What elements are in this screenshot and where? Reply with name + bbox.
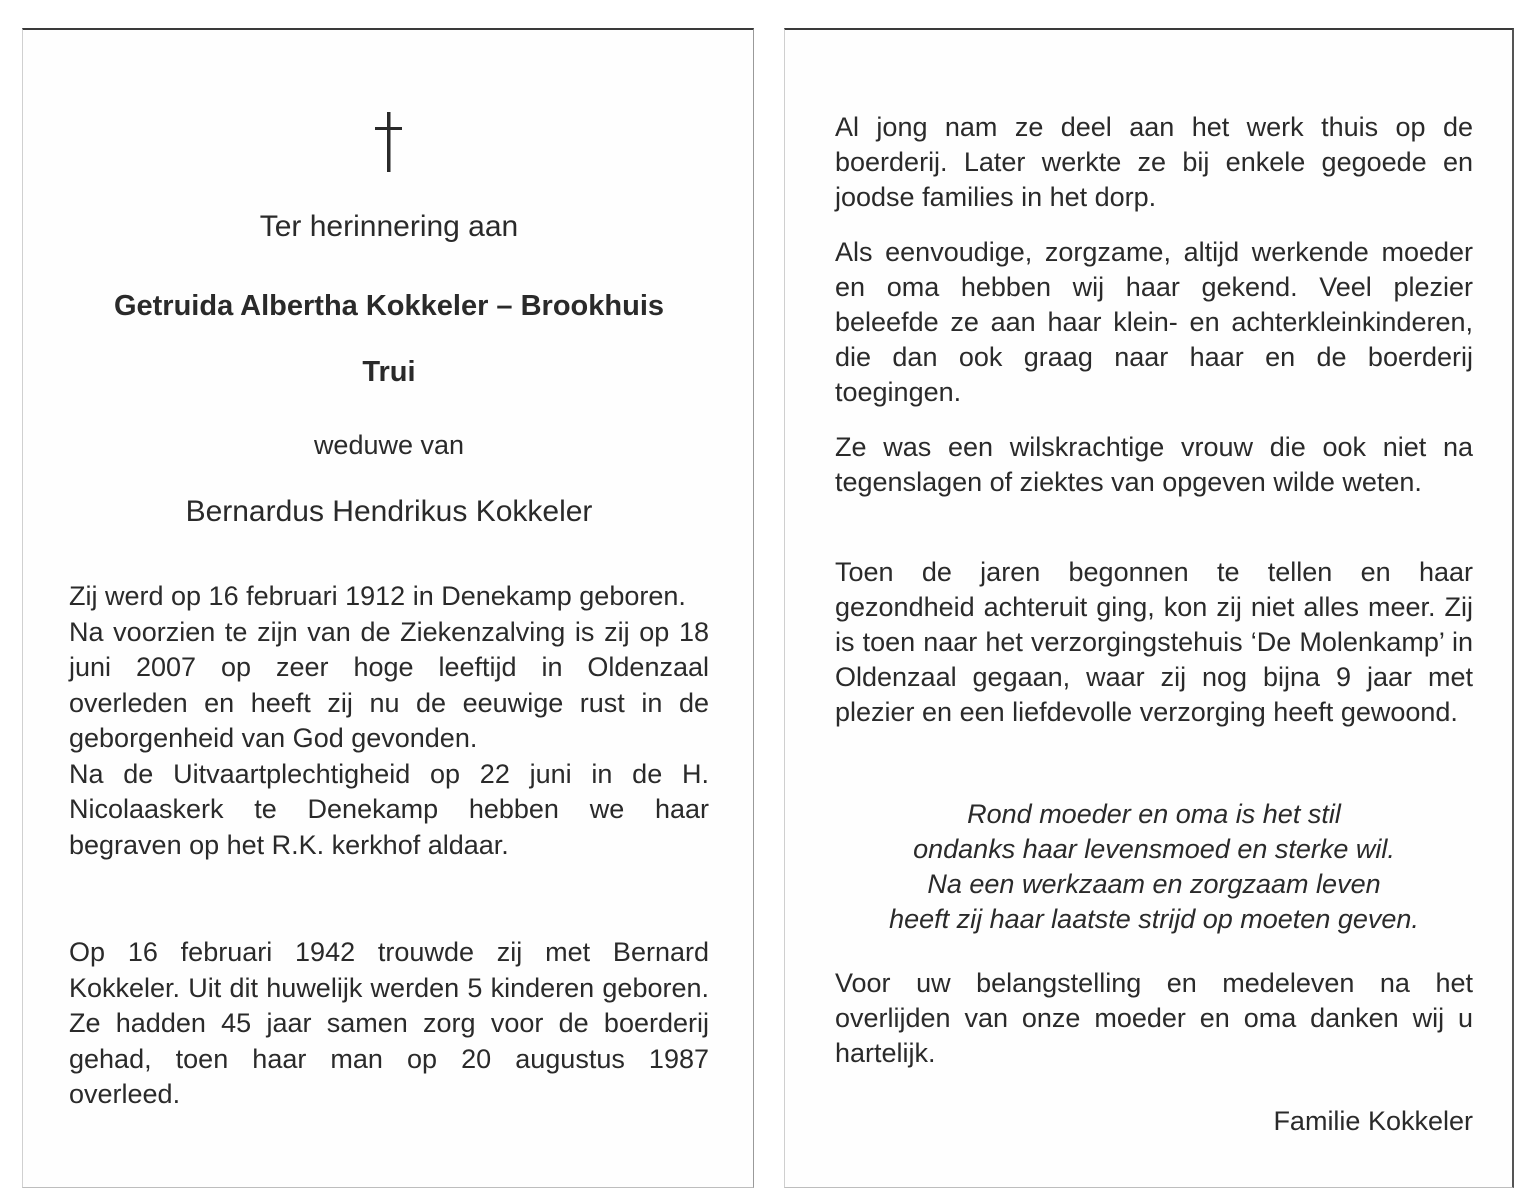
poem-line: Na een werkzaam en zorgzaam leven [927,869,1381,899]
poem [835,797,1473,937]
poem-line: ondanks haar levensmoed en sterke wil. [913,834,1395,864]
poem-line: Rond moeder en oma is het stil [967,799,1341,829]
family-signature: Familie Kokkeler [1273,1106,1473,1136]
left-card-page [22,28,754,1188]
bio-paragraph: Op 16 februari 1942 trouwde zij met Bernard Kokkeler. Uit dit huwelijk werden 5 kinderen geboren. Ze hadden 45 jaar samen zorg voor de boerderij gehad, toen haar man op 20 augustus 1987 overleed. [69,937,709,1109]
thank-you-paragraph: Voor uw belangstelling en medeleven na het overlijden van onze moeder en oma danken wij u hartelijk. [835,968,1473,1068]
text-paragraph: Al jong nam ze deel aan het werk thuis op de boerderij. Later werkte ze bij enkele gegoede en joodse families in het dorp. [835,112,1473,212]
poem-line: heeft zij haar laatste strijd op moeten geven. [889,904,1419,934]
bio-paragraph: Na voorzien te zijn van de Ziekenzalving is zij op 18 juni 2007 op zeer hoge leeftijd in Oldenzaal overleden en heeft zij nu de eeuwige rust in de geborgenheid van God gevonden. [69,616,709,753]
cross-icon [23,112,755,176]
husband-name: Bernardus Hendrikus Kokkeler [185,495,593,528]
marriage-block [69,935,709,1113]
biography-block [69,579,709,863]
bio-paragraph: Zij werd op 16 februari 1912 in Denekamp geboren. [69,581,686,611]
bio-paragraph: Na de Uitvaartplechtigheid op 22 juni in de H. Nicolaaskerk te Denekamp hebben we haar begraven op het R.K. kerkhof aldaar. [69,758,709,860]
deceased-full-name: Getruida Albertha Kokkeler – Brookhuis [113,290,665,322]
intro-text: Ter herinnering aan [259,210,519,243]
text-paragraph: Als eenvoudige, zorgzame, altijd werkende moeder en oma hebben wij haar gekend. Veel plezier beleefde ze aan haar klein- en achterkleinkinderen, die dan ook graag naar haar en de boerderij toegingen. [835,237,1473,407]
text-paragraph: Ze was een wilskrachtige vrouw die ook niet na tegenslagen of ziektes van opgeven wilde weten. [835,432,1473,497]
text-paragraph: Toen de jaren begonnen te tellen en haar gezondheid achteruit ging, kon zij niet alles meer. Zij is toen naar het verzorgingstehuis ‘De Molenkamp’ in Oldenzaal gegaan, waar zij nog bijna 9 jaar met plezier en een liefdevolle verzorging heeft gewoond. [835,557,1473,727]
widow-label: weduwe van [313,430,465,460]
right-card-page [784,28,1514,1188]
deceased-nickname: Trui [362,356,416,388]
